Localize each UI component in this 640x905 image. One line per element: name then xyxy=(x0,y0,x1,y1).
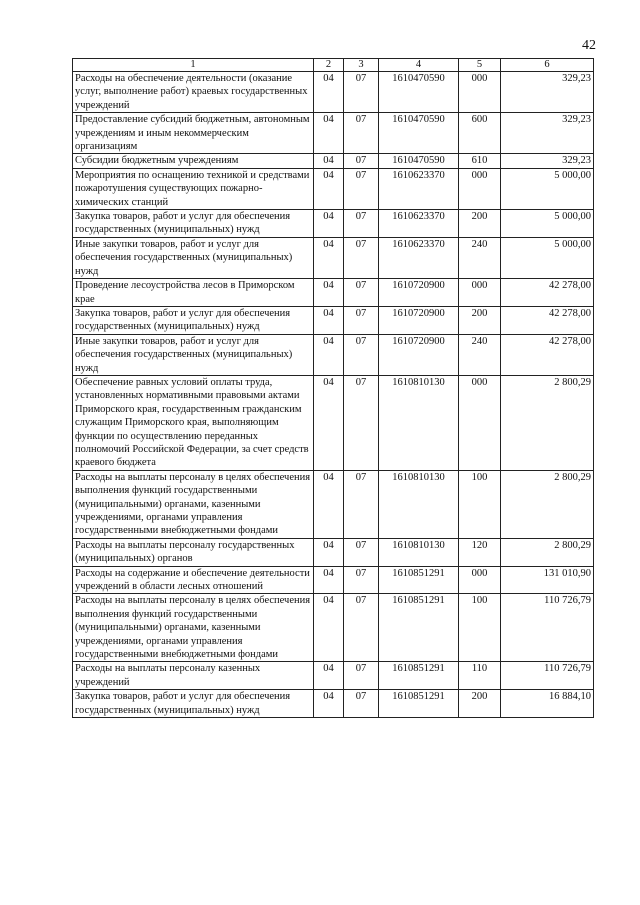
row-section: 04 xyxy=(314,154,344,168)
row-expense-type: 100 xyxy=(459,470,501,538)
row-expense-type: 120 xyxy=(459,538,501,566)
row-amount: 2 800,29 xyxy=(501,375,594,470)
row-name: Субсидии бюджетным учреждениям xyxy=(73,154,314,168)
row-section: 04 xyxy=(314,470,344,538)
row-target-article: 1610720900 xyxy=(379,279,459,307)
table-row xyxy=(73,690,594,718)
row-name: Расходы на выплаты персоналу в целях обеспечения выполнения функций государственными (муниципальными) органами, казенными учреждениями, органами управления государственными внебюджетными фондами xyxy=(73,594,314,662)
row-target-article: 1610470590 xyxy=(379,113,459,154)
row-section: 04 xyxy=(314,306,344,334)
row-subsection: 07 xyxy=(344,662,379,690)
row-name: Расходы на выплаты персоналу в целях обеспечения выполнения функций государственными (муниципальными) органами, казенными учреждениями, органами управления государственными внебюджетными фондами xyxy=(73,470,314,538)
row-name: Расходы на выплаты персоналу казенных учреждений xyxy=(73,662,314,690)
header-col-1: 1 xyxy=(73,59,314,72)
row-amount: 42 278,00 xyxy=(501,306,594,334)
table-row xyxy=(73,210,594,238)
row-amount: 131 010,90 xyxy=(501,566,594,594)
row-section: 04 xyxy=(314,566,344,594)
row-name: Проведение лесоустройства лесов в Приморском крае xyxy=(73,279,314,307)
row-subsection: 07 xyxy=(344,279,379,307)
table-row xyxy=(73,113,594,154)
table-row xyxy=(73,538,594,566)
row-section: 04 xyxy=(314,375,344,470)
row-amount: 2 800,29 xyxy=(501,470,594,538)
row-target-article: 1610623370 xyxy=(379,210,459,238)
row-subsection: 07 xyxy=(344,168,379,209)
row-subsection: 07 xyxy=(344,538,379,566)
row-amount: 329,23 xyxy=(501,154,594,168)
row-amount: 5 000,00 xyxy=(501,168,594,209)
row-amount: 42 278,00 xyxy=(501,279,594,307)
row-target-article: 1610851291 xyxy=(379,662,459,690)
row-section: 04 xyxy=(314,168,344,209)
row-expense-type: 100 xyxy=(459,594,501,662)
row-target-article: 1610810130 xyxy=(379,470,459,538)
row-target-article: 1610851291 xyxy=(379,566,459,594)
header-col-6: 6 xyxy=(501,59,594,72)
row-amount: 329,23 xyxy=(501,72,594,113)
row-name: Иные закупки товаров, работ и услуг для обеспечения государственных (муниципальных) нужд xyxy=(73,237,314,278)
table-row xyxy=(73,662,594,690)
row-subsection: 07 xyxy=(344,72,379,113)
budget-table xyxy=(72,58,594,718)
row-name: Предоставление субсидий бюджетным, автономным учреждениям и иным некоммерческим организациям xyxy=(73,113,314,154)
row-subsection: 07 xyxy=(344,375,379,470)
row-name: Расходы на обеспечение деятельности (оказание услуг, выполнение работ) краевых государственных учреждений xyxy=(73,72,314,113)
row-expense-type: 000 xyxy=(459,566,501,594)
row-section: 04 xyxy=(314,113,344,154)
row-expense-type: 000 xyxy=(459,279,501,307)
row-expense-type: 240 xyxy=(459,334,501,375)
row-amount: 110 726,79 xyxy=(501,662,594,690)
table-row xyxy=(73,237,594,278)
header-col-4: 4 xyxy=(379,59,459,72)
table-row xyxy=(73,154,594,168)
row-target-article: 1610623370 xyxy=(379,237,459,278)
row-amount: 16 884,10 xyxy=(501,690,594,718)
table-row xyxy=(73,375,594,470)
row-section: 04 xyxy=(314,690,344,718)
row-subsection: 07 xyxy=(344,306,379,334)
row-expense-type: 200 xyxy=(459,210,501,238)
row-target-article: 1610810130 xyxy=(379,375,459,470)
table-row xyxy=(73,306,594,334)
row-expense-type: 000 xyxy=(459,72,501,113)
row-subsection: 07 xyxy=(344,566,379,594)
header-col-3: 3 xyxy=(344,59,379,72)
row-name: Иные закупки товаров, работ и услуг для обеспечения государственных (муниципальных) нужд xyxy=(73,334,314,375)
row-subsection: 07 xyxy=(344,594,379,662)
table-row xyxy=(73,566,594,594)
row-name: Расходы на содержание и обеспечение деятельности учреждений в области лесных отношений xyxy=(73,566,314,594)
header-col-5: 5 xyxy=(459,59,501,72)
row-subsection: 07 xyxy=(344,113,379,154)
row-expense-type: 610 xyxy=(459,154,501,168)
row-name: Закупка товаров, работ и услуг для обеспечения государственных (муниципальных) нужд xyxy=(73,690,314,718)
row-target-article: 1610470590 xyxy=(379,72,459,113)
row-section: 04 xyxy=(314,72,344,113)
row-target-article: 1610720900 xyxy=(379,334,459,375)
row-expense-type: 240 xyxy=(459,237,501,278)
row-subsection: 07 xyxy=(344,690,379,718)
row-expense-type: 000 xyxy=(459,168,501,209)
row-amount: 110 726,79 xyxy=(501,594,594,662)
table-row xyxy=(73,279,594,307)
row-name: Расходы на выплаты персоналу государственных (муниципальных) органов xyxy=(73,538,314,566)
row-amount: 2 800,29 xyxy=(501,538,594,566)
row-target-article: 1610470590 xyxy=(379,154,459,168)
row-expense-type: 000 xyxy=(459,375,501,470)
table-row xyxy=(73,168,594,209)
row-subsection: 07 xyxy=(344,334,379,375)
row-expense-type: 110 xyxy=(459,662,501,690)
row-target-article: 1610851291 xyxy=(379,690,459,718)
row-subsection: 07 xyxy=(344,470,379,538)
row-name: Закупка товаров, работ и услуг для обеспечения государственных (муниципальных) нужд xyxy=(73,210,314,238)
row-target-article: 1610720900 xyxy=(379,306,459,334)
row-section: 04 xyxy=(314,594,344,662)
row-target-article: 1610810130 xyxy=(379,538,459,566)
row-amount: 5 000,00 xyxy=(501,237,594,278)
row-expense-type: 200 xyxy=(459,690,501,718)
row-target-article: 1610851291 xyxy=(379,594,459,662)
row-subsection: 07 xyxy=(344,237,379,278)
row-section: 04 xyxy=(314,210,344,238)
row-target-article: 1610623370 xyxy=(379,168,459,209)
row-amount: 5 000,00 xyxy=(501,210,594,238)
row-name: Обеспечение равных условий оплаты труда, установленных нормативными правовыми актами Приморского края, государственным гражданским служащим Приморского края, выполняющим функции по осуществлению переданных полномочий Российской Федерации, за счет средств краевого бюджета xyxy=(73,375,314,470)
row-expense-type: 200 xyxy=(459,306,501,334)
row-subsection: 07 xyxy=(344,210,379,238)
page-number: 42 xyxy=(582,38,596,53)
table-header-row xyxy=(73,59,594,72)
row-section: 04 xyxy=(314,279,344,307)
table-row xyxy=(73,594,594,662)
row-section: 04 xyxy=(314,334,344,375)
table-row xyxy=(73,334,594,375)
header-col-2: 2 xyxy=(314,59,344,72)
row-section: 04 xyxy=(314,662,344,690)
row-expense-type: 600 xyxy=(459,113,501,154)
row-section: 04 xyxy=(314,538,344,566)
row-name: Мероприятия по оснащению техникой и средствами пожаротушения существующих пожарно-химических станций xyxy=(73,168,314,209)
row-subsection: 07 xyxy=(344,154,379,168)
row-amount: 329,23 xyxy=(501,113,594,154)
row-name: Закупка товаров, работ и услуг для обеспечения государственных (муниципальных) нужд xyxy=(73,306,314,334)
row-section: 04 xyxy=(314,237,344,278)
table-row xyxy=(73,470,594,538)
table-row xyxy=(73,72,594,113)
row-amount: 42 278,00 xyxy=(501,334,594,375)
